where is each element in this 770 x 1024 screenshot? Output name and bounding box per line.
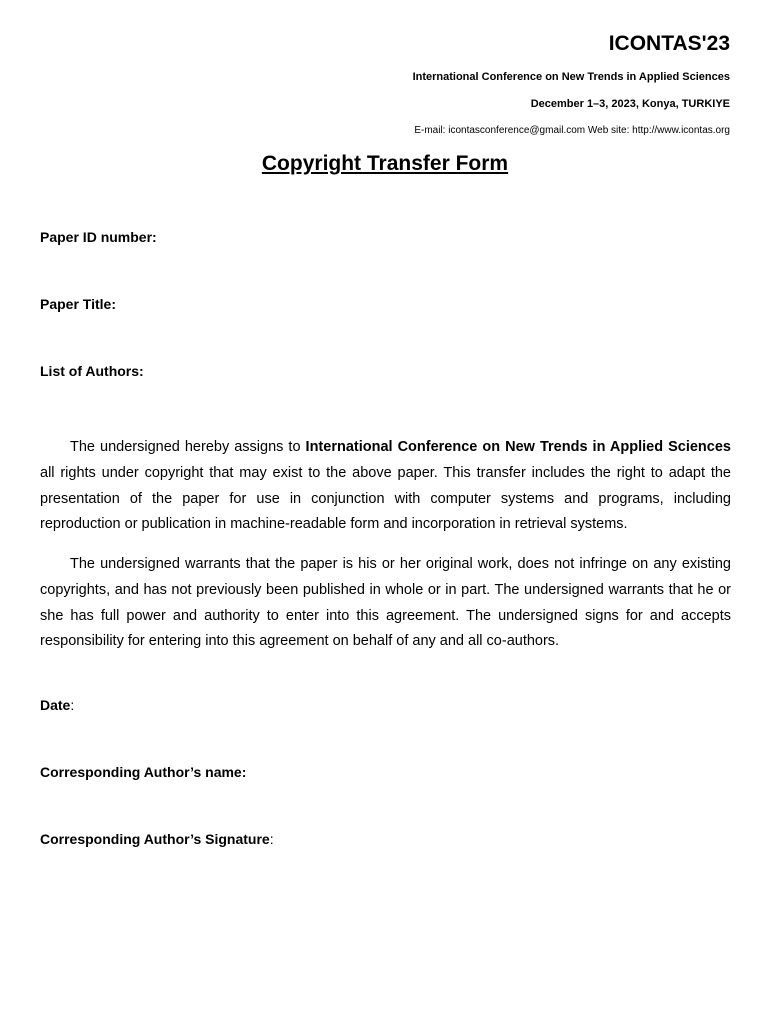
signature-colon: : — [269, 831, 274, 847]
author-name-label: Corresponding Author’s name: — [40, 764, 247, 780]
date-field — [40, 697, 74, 713]
conference-dates-location: December 1–3, 2023, Konya, TURKIYE — [530, 98, 730, 110]
conference-short-name: ICONTAS'23 — [608, 32, 730, 55]
copyright-assignment-paragraph — [40, 435, 731, 538]
conference-contact: E-mail: icontasconference@gmail.com Web site: http://www.icontas.org — [414, 125, 730, 136]
authors-label: List of Authors: — [40, 363, 144, 379]
warranty-paragraph: The undersigned warrants that the paper is his or her original work, does not infringe on any existing copyrights, and has not previously been published in whole or in part. The undersigned warrants that he or she has full power and authority to enter into this agreement. The undersigned signs for and accepts responsibility for entering into this agreement on behalf of any and all co-authors. — [40, 556, 731, 650]
date-label: Date — [40, 697, 71, 713]
paper-title-label: Paper Title: — [40, 296, 116, 312]
paper-id-label: Paper ID number: — [40, 229, 157, 245]
signature-label: Corresponding Author’s Signature — [40, 831, 270, 847]
form-title: Copyright Transfer Form — [261, 152, 509, 175]
paragraph1-conference: International Conference on New Trends in Applied Sciences — [305, 439, 731, 455]
date-colon: : — [70, 697, 75, 713]
conference-full-name: International Conference on New Trends in Applied Sciences — [412, 71, 730, 83]
paragraph1-intro: The undersigned hereby assigns to — [70, 439, 306, 455]
paragraph1-rest: all rights under copyright that may exist to the above paper. This transfer includes the right to adapt the presentation of the paper for use in conjunction with computer systems and programs, including reproduction or publication in machine-readable form and incorporation in retrieval systems. — [40, 464, 731, 533]
signature-field — [40, 831, 274, 847]
